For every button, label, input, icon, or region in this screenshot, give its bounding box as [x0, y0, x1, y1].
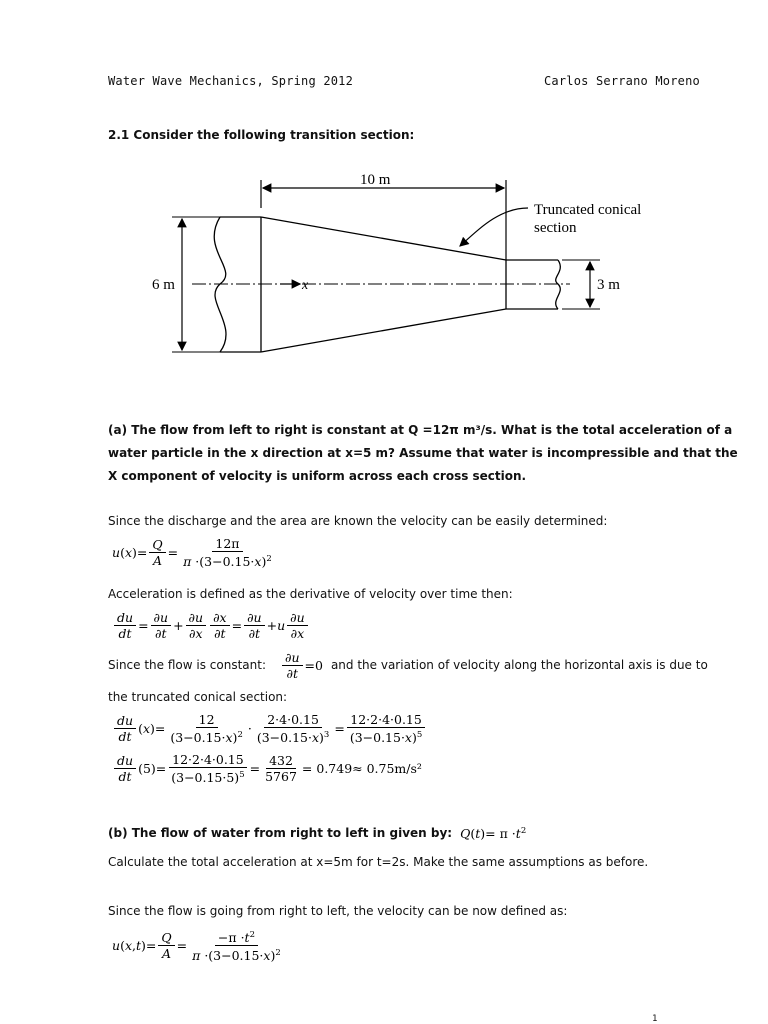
part-a-question-line3: X component of velocity is uniform across each cross section. [108, 469, 527, 483]
material-derivative-equation: $\frac{du}{dt}$ = $\frac{\partial u}{\partial t}$ + $\frac{\partial u}{\partial x}$ $\frac{\partial x}{\partial t}$ = $\frac{\partial u}{\partial t}$ + u $\frac{\partial u}{\partial x}$ [112, 610, 310, 641]
length-label: 10 m [360, 172, 391, 188]
part-b-assumption-text: Calculate the total acceleration at x=5m for t=2s. Make the same assumptions as before. [108, 855, 649, 869]
acceleration-function-equation: $\frac{du}{dt}$ ( x )= $\frac{12}{(3-0.15\cdot x)^2}$ · $\frac{2\cdot 4\cdot 0.15}{(3-0.15\cdot x)^3}$ = $\frac{12\cdot 2\cdot 4\cdot 0.15}{(3-0.15\cdot x)^5}$ [112, 712, 427, 745]
left-diameter-label: 6 m [152, 277, 175, 293]
conical-section-text: the truncated conical section: [108, 690, 288, 704]
constant-flow-text: Since the flow is constant: [108, 657, 266, 672]
part-a-question-line2: water particle in the x direction at x=5 m? Assume that water is incompressible and that the [108, 446, 738, 460]
part-b-velocity-equation: u ( x , t )= $\frac{Q}{A}$ = $\frac{-\pi \cdot t^2}{\pi \cdot(3-0.15\cdot x)^2}$ [112, 930, 281, 964]
result-denominator: 5767 [265, 769, 297, 785]
acceleration-at-5m-equation: $\frac{du}{dt}$ (5)= $\frac{12\cdot 2\cdot 4\cdot 0.15}{(3-0.15\cdot 5)^5}$ = $\frac{432}{5767}$ = 0.749≈ 0.75m/s² [112, 752, 422, 785]
part-a-question-line1: (a) The flow from left to right is constant at Q =12π m³/s. What is the total acceleration of a [108, 423, 733, 437]
velocity-intro-text: Since the discharge and the area are known the velocity can be easily determined: [108, 514, 608, 528]
velocity-equation: u ( x )= $\frac{Q}{A}$ = $\frac{12\pi}{\pi \cdot(3-0.15\cdot x)^2}$ [112, 536, 272, 570]
right-diameter-label: 3 m [597, 277, 620, 293]
callout-line1: Truncated conical [534, 202, 642, 218]
page-number: 1 [652, 1014, 658, 1024]
result-value: = 0.749≈ 0.75m/s² [301, 761, 422, 777]
cone-top-edge [261, 217, 506, 260]
problem-title: 2.1 Consider the following transition section: [108, 128, 415, 142]
part-b-question: (b) The flow of water from right to left in given by: [108, 826, 453, 841]
callout-line2: section [534, 220, 577, 236]
author-header: Carlos Serrano Moreno [544, 74, 700, 88]
constant-flow-line: Since the flow is constant: $\frac{\partial u}{\partial t}$ =0 and the variation of velocity along the horizontal axis is due to [108, 650, 708, 681]
x-axis-label: x [302, 278, 309, 293]
acceleration-intro-text: Acceleration is defined as the derivative of velocity over time then: [108, 587, 513, 601]
cone-bottom-edge [261, 309, 506, 352]
transition-section-figure [130, 160, 670, 365]
callout-arrow [460, 208, 528, 246]
result-numerator: 432 [266, 753, 296, 769]
course-header: Water Wave Mechanics, Spring 2012 [108, 74, 354, 88]
constant-flow-tail-text: and the variation of velocity along the horizontal axis is due to [330, 657, 708, 672]
part-b-velocity-intro-text: Since the flow is going from right to left, the velocity can be now defined as: [108, 904, 568, 918]
part-b-question-line: (b) The flow of water from right to left in given by: $Q(t)= \pi \cdot t^2$ [108, 824, 526, 844]
